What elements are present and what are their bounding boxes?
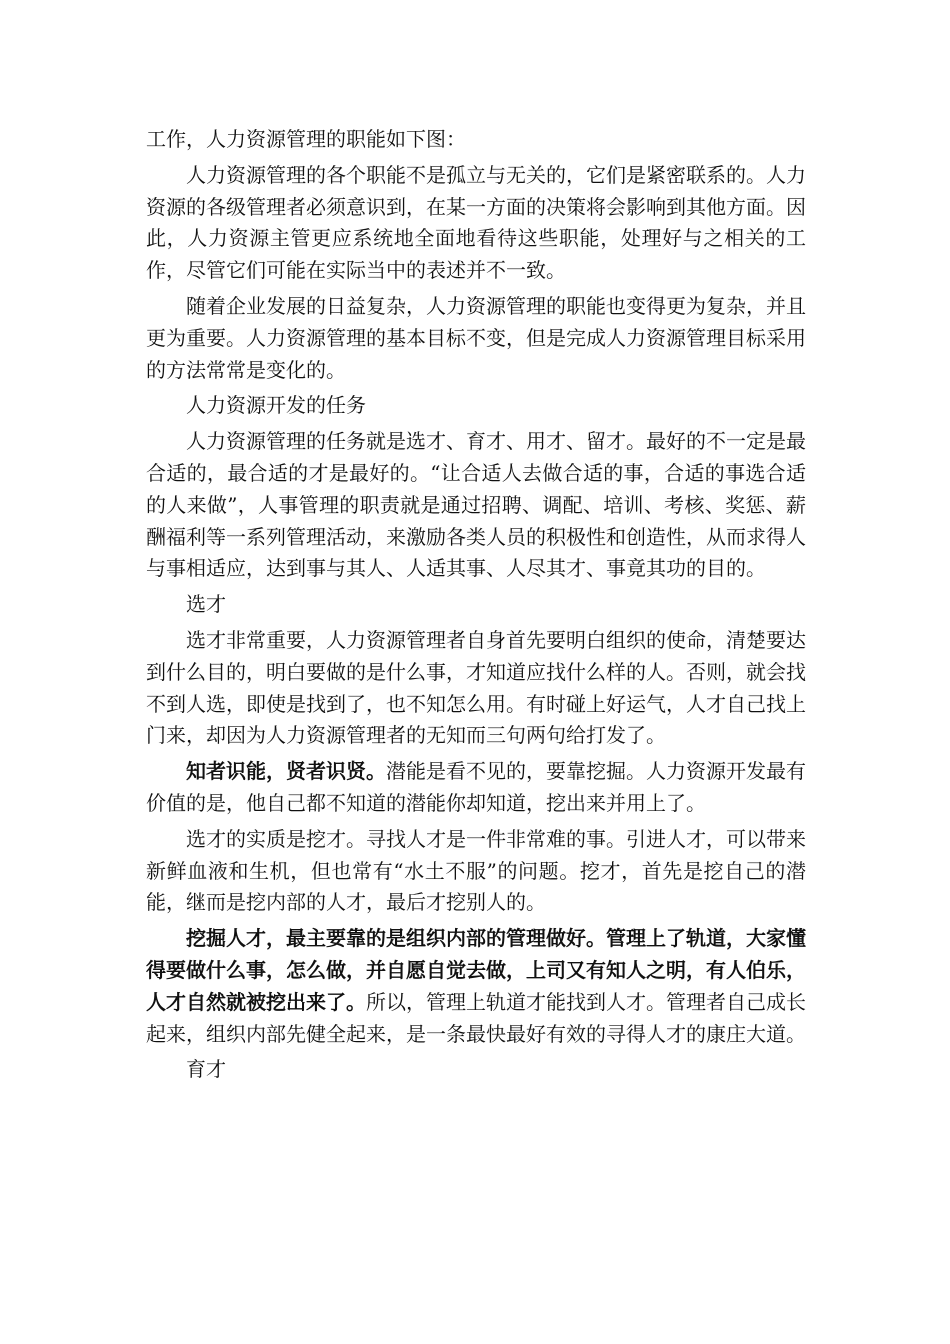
paragraph-potential: [146, 756, 806, 820]
heading-cultivate-talent: 育才: [186, 1057, 226, 1082]
bold-phrase-management: 挖掘人才，最主要靠的是组织内部的管理做好。管理上了轨道，大家懂得要做什么事，怎么做，并自愿自觉去做，上司又有知人之明，有人伯乐，人才自然就被挖出来了。: [146, 926, 806, 1014]
paragraph-tasks: 人力资源管理的任务就是选才、育才、用才、留才。最好的不一定是最合适的，最合适的才是最好的。“让合适人去做合适的事，合适的事选合适的人来做”，人事管理的职责就是通过招聘、调配、培训、考核、奖惩、薪酬福利等一系列管理活动，来激励各类人员的积极性和创造性，从而求得人与事相适应，达到事与其人、人适其事、人尽其才、事竟其功的目的。: [146, 429, 806, 581]
document-page: [146, 124, 806, 1090]
paragraph-select-importance: 选才非常重要，人力资源管理者自身首先要明白组织的使命，清楚要达到什么目的，明白要做的是什么事，才知道应找什么样的人。否则，就会找不到人选，即使是找到了，也不知怎么用。有时碰上好运气，人才自己找上门来，却因为人力资源管理者的无知而三句两句给打发了。: [146, 627, 806, 748]
heading-select-talent: 选才: [186, 592, 226, 617]
paragraph-intro: 工作，人力资源管理的职能如下图：: [146, 127, 466, 151]
paragraph-functions-related: 人力资源管理的各个职能不是孤立与无关的，它们是紧密联系的。人力资源的各级管理者必须意识到，在某一方面的决策将会影响到其他方面。因此，人力资源主管更应系统地全面地看待这些职能，处理好与之相关的工作，尽管它们可能在实际当中的表述并不一致。: [146, 162, 806, 283]
paragraph-management-text: 所以，管理上轨道才能找到人才。管理者自己成长起来，组织内部先健全起来，是一条最快最好有效的寻得人才的康庄大道。: [146, 989, 806, 1046]
paragraph-potential-text: 潜能是看不见的，要靠挖掘。人力资源开发最有价值的是，他自己都不知道的潜能你却知道，挖出来并用上了。: [146, 759, 806, 815]
paragraph-management: [146, 923, 806, 1050]
paragraph-functions-complex: 随着企业发展的日益复杂，人力资源管理的职能也变得更为复杂，并且更为重要。人力资源管理的基本目标不变，但是完成人力资源管理目标采用的方法常常是变化的。: [146, 293, 806, 382]
heading-development-tasks: 人力资源开发的任务: [186, 393, 366, 418]
paragraph-dig-talent: 选才的实质是挖才。寻找人才是一件非常难的事。引进人才，可以带来新鲜血液和生机，但也常有“水土不服”的问题。挖才，首先是挖自己的潜能，继而是挖内部的人才，最后才挖别人的。: [146, 826, 806, 915]
bold-phrase-knowers: 知者识能，贤者识贤。: [186, 759, 386, 784]
